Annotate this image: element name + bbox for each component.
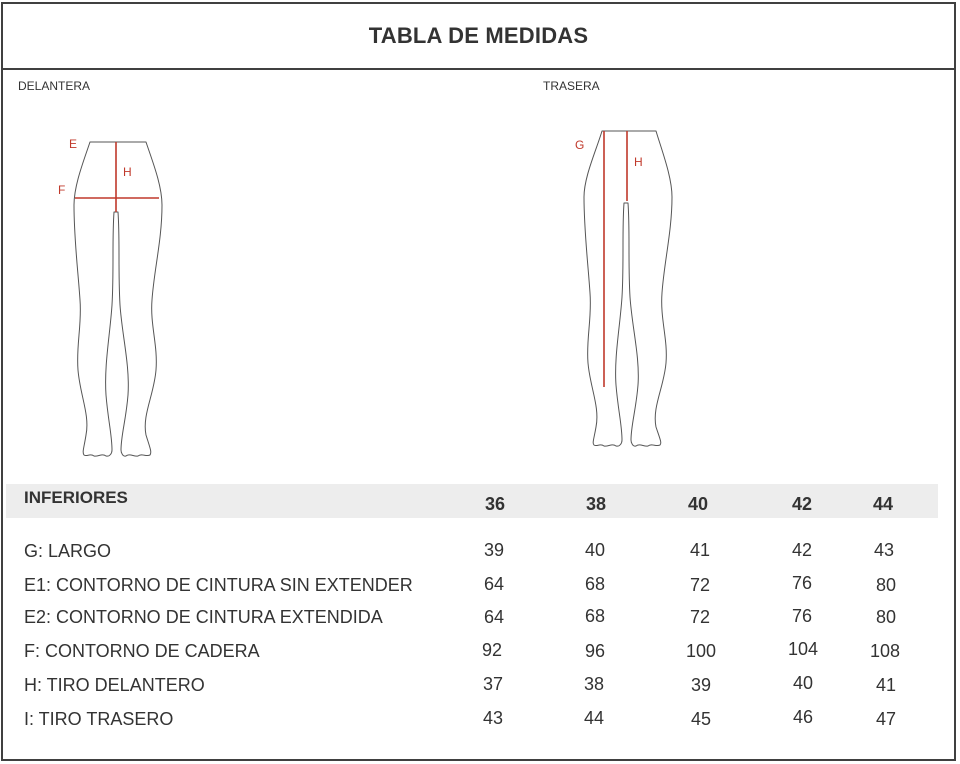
marker-h-back: H: [634, 155, 643, 169]
table-cell: 41: [875, 675, 897, 695]
table-cell: 96: [584, 641, 606, 661]
table-cell: 45: [690, 709, 712, 729]
table-cell: 38: [583, 674, 605, 694]
table-cell: 68: [584, 574, 606, 594]
table-cell: 37: [482, 674, 504, 694]
table-cell: 72: [689, 607, 711, 627]
table-cell: 40: [584, 540, 606, 560]
back-measure-lines: [604, 131, 627, 387]
page-title: TABLA DE MEDIDAS: [368, 23, 589, 48]
table-cell: 108: [869, 641, 901, 661]
table-cell: 100: [685, 641, 717, 661]
row-label-largo: G: LARGO: [24, 541, 112, 561]
table-cell: 41: [689, 540, 711, 560]
table-cell: 76: [791, 573, 813, 593]
back-leggings-outline: [584, 131, 672, 446]
marker-e: E: [69, 137, 78, 151]
marker-h-front: H: [123, 165, 132, 179]
table-cell: 43: [873, 540, 895, 560]
back-view-label: TRASERA: [543, 79, 600, 93]
size-header-40: 40: [687, 494, 709, 514]
table-cell: 92: [481, 640, 503, 660]
front-leggings-illustration: [50, 130, 180, 465]
front-view-label: DELANTERA: [18, 79, 91, 93]
marker-g: G: [575, 138, 585, 152]
table-cell: 72: [689, 575, 711, 595]
table-cell: 46: [792, 707, 814, 727]
size-header-42: 42: [791, 494, 813, 514]
table-cell: 39: [690, 675, 712, 695]
table-cell: 43: [482, 708, 504, 728]
front-leggings-outline: [74, 142, 162, 456]
table-cell: 80: [875, 575, 897, 595]
table-cell: 40: [792, 673, 814, 693]
table-cell: 42: [791, 540, 813, 560]
row-label-tiro-trasero: I: TIRO TRASERO: [24, 709, 174, 729]
table-cell: 44: [583, 708, 605, 728]
row-label-tiro-delantero: H: TIRO DELANTERO: [24, 675, 205, 695]
table-cell: 104: [787, 639, 819, 659]
size-header-36: 36: [484, 494, 506, 514]
table-heading: INFERIORES: [24, 488, 128, 507]
row-label-cadera: F: CONTORNO DE CADERA: [24, 641, 260, 661]
row-label-cintura-extendida: E2: CONTORNO DE CINTURA EXTENDIDA: [24, 607, 383, 627]
size-header-38: 38: [585, 494, 607, 514]
table-cell: 64: [483, 574, 505, 594]
marker-f: F: [58, 183, 66, 197]
row-label-cintura-sin-extender: E1: CONTORNO DE CINTURA SIN EXTENDER: [24, 575, 413, 595]
table-cell: 39: [483, 540, 505, 560]
table-cell: 76: [791, 606, 813, 626]
table-cell: 64: [483, 607, 505, 627]
size-header-44: 44: [872, 494, 894, 514]
front-measure-lines: [75, 142, 159, 212]
title-bar: [3, 4, 954, 70]
table-cell: 80: [875, 607, 897, 627]
back-leggings-illustration: [560, 125, 690, 455]
table-cell: 47: [875, 709, 897, 729]
table-cell: 68: [584, 606, 606, 626]
